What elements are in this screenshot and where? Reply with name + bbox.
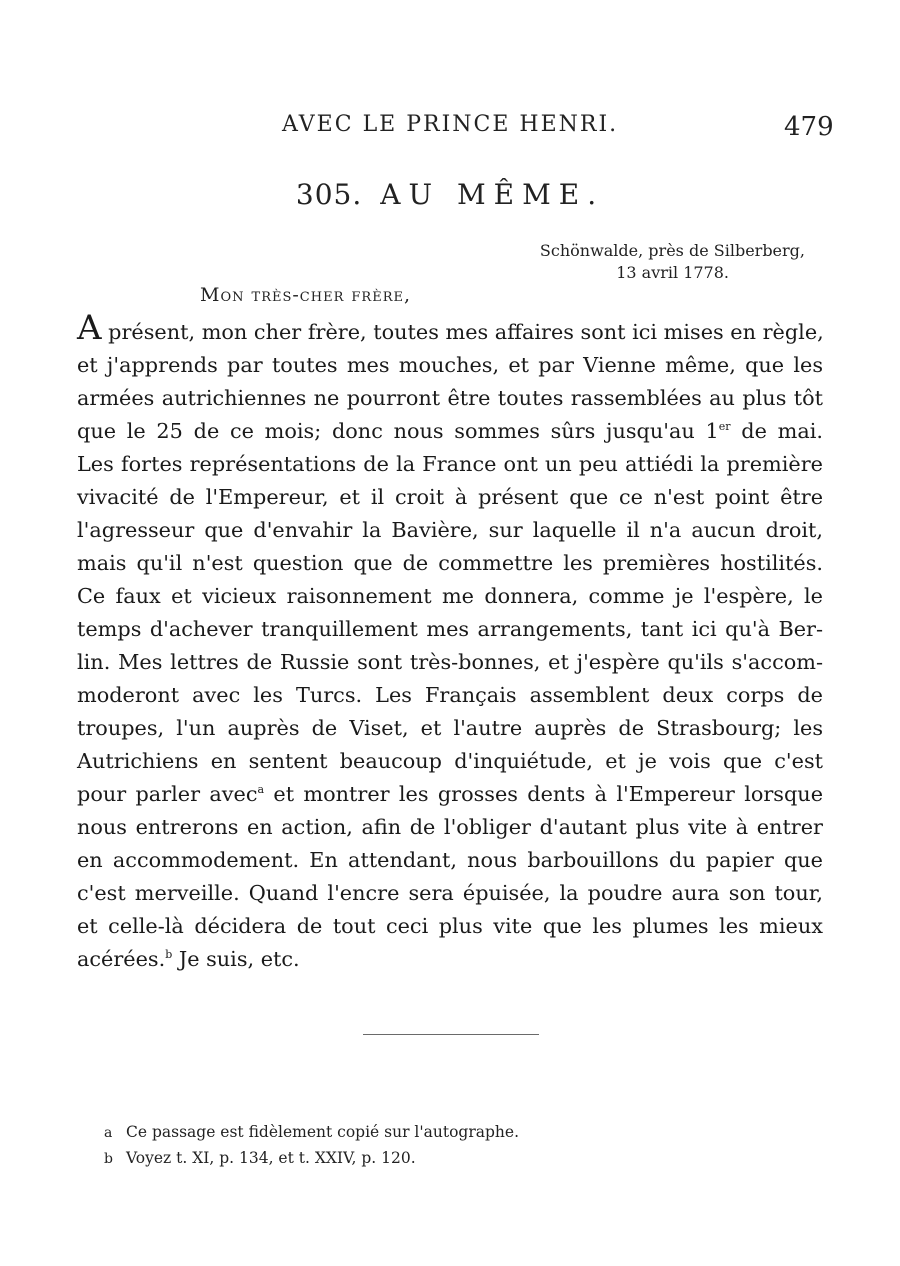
letter-place: Schönwalde, près de Silberberg, <box>539 241 805 260</box>
footnote-text: Ce passage est fidèlement copié sur l'autographe. <box>126 1123 519 1141</box>
body-line: l'agresseur que d'envahir la Bavière, sur laquelle il n'a aucun droit, <box>77 518 823 542</box>
body-line <box>77 943 823 976</box>
body-line-text: acérées. <box>77 947 166 971</box>
ordinal-superscript: er <box>718 420 731 434</box>
body-line-text: pour parler avec <box>77 782 258 806</box>
body-line: armées autrichiennes ne pourront être toutes rassemblées au plus tôt <box>77 386 823 410</box>
body-line: troupes, l'un auprès de Viset, et l'autre auprès de Strasbourg; les <box>77 716 823 740</box>
footnotes <box>104 1120 519 1172</box>
body-line: et celle-là décidera de tout ceci plus vite que les plumes les mieux <box>77 914 823 938</box>
body-line: Ce faux et vicieux raisonnement me donnera, comme je l'espère, le <box>77 584 823 608</box>
body-line: c'est merveille. Quand l'encre sera épuisée, la poudre aura son tour, <box>77 881 823 905</box>
footnote-ref-a: a <box>257 783 265 797</box>
body-line-text: Je suis, etc. <box>172 947 300 971</box>
footnote <box>104 1120 519 1146</box>
body-line: lin. Mes lettres de Russie sont très-bonnes, et j'espère qu'ils s'accom- <box>77 650 823 674</box>
body-line: temps d'achever tranquillement mes arrangements, tant ici qu'à Ber- <box>77 617 823 641</box>
body-line: vivacité de l'Empereur, et il croit à présent que ce n'est point être <box>77 485 823 509</box>
body-line: Autrichiens en sentent beaucoup d'inquiétude, et je vois que c'est <box>77 749 823 773</box>
footnote <box>104 1146 519 1172</box>
body-line <box>77 778 823 811</box>
footnote-marker: b <box>104 1151 113 1167</box>
body-line: moderont avec les Turcs. Les Français assemblent deux corps de <box>77 683 823 707</box>
letter-date: 13 avril 1778. <box>616 263 729 282</box>
section-rule <box>363 1034 539 1035</box>
letter-number: 305. <box>295 178 363 211</box>
salutation: Mon très-cher frère, <box>200 284 412 306</box>
body-line <box>77 415 823 448</box>
body-line: et j'apprends par toutes mes mouches, et par Vienne même, que les <box>77 353 823 377</box>
body-line: en accommodement. En attendant, nous barbouillons du papier que <box>77 848 823 872</box>
body-line-text: et montrer les grosses dents à l'Empereur lorsque <box>264 782 823 806</box>
page-number: 479 <box>784 112 834 142</box>
body-line-text: présent, mon cher frère, toutes mes affaires sont ici mises en règle, <box>101 320 824 344</box>
letter-title: AU MÊME. <box>380 178 605 211</box>
letter-body <box>77 308 824 976</box>
body-line: mais qu'il n'est question que de commettre les premières hostilités. <box>77 551 823 575</box>
dateline <box>540 240 805 284</box>
body-line-text: de mai. <box>730 419 823 443</box>
body-line: Les fortes représentations de la France ont un peu attiédi la première <box>77 452 823 476</box>
body-line-text: que le 25 de ce mois; donc nous sommes sûrs jusqu'au 1 <box>77 419 719 443</box>
footnote-marker: a <box>104 1125 113 1141</box>
footnote-text: Voyez t. XI, p. 134, et t. XXIV, p. 120. <box>126 1149 416 1167</box>
drop-cap: A <box>77 308 102 348</box>
body-line: nous entrerons en action, afin de l'obliger d'autant plus vite à entrer <box>77 815 823 839</box>
body-line <box>77 308 824 349</box>
footnote-ref-b: b <box>165 948 173 962</box>
letter-heading <box>0 178 900 211</box>
running-head: AVEC LE PRINCE HENRI. <box>282 112 619 137</box>
